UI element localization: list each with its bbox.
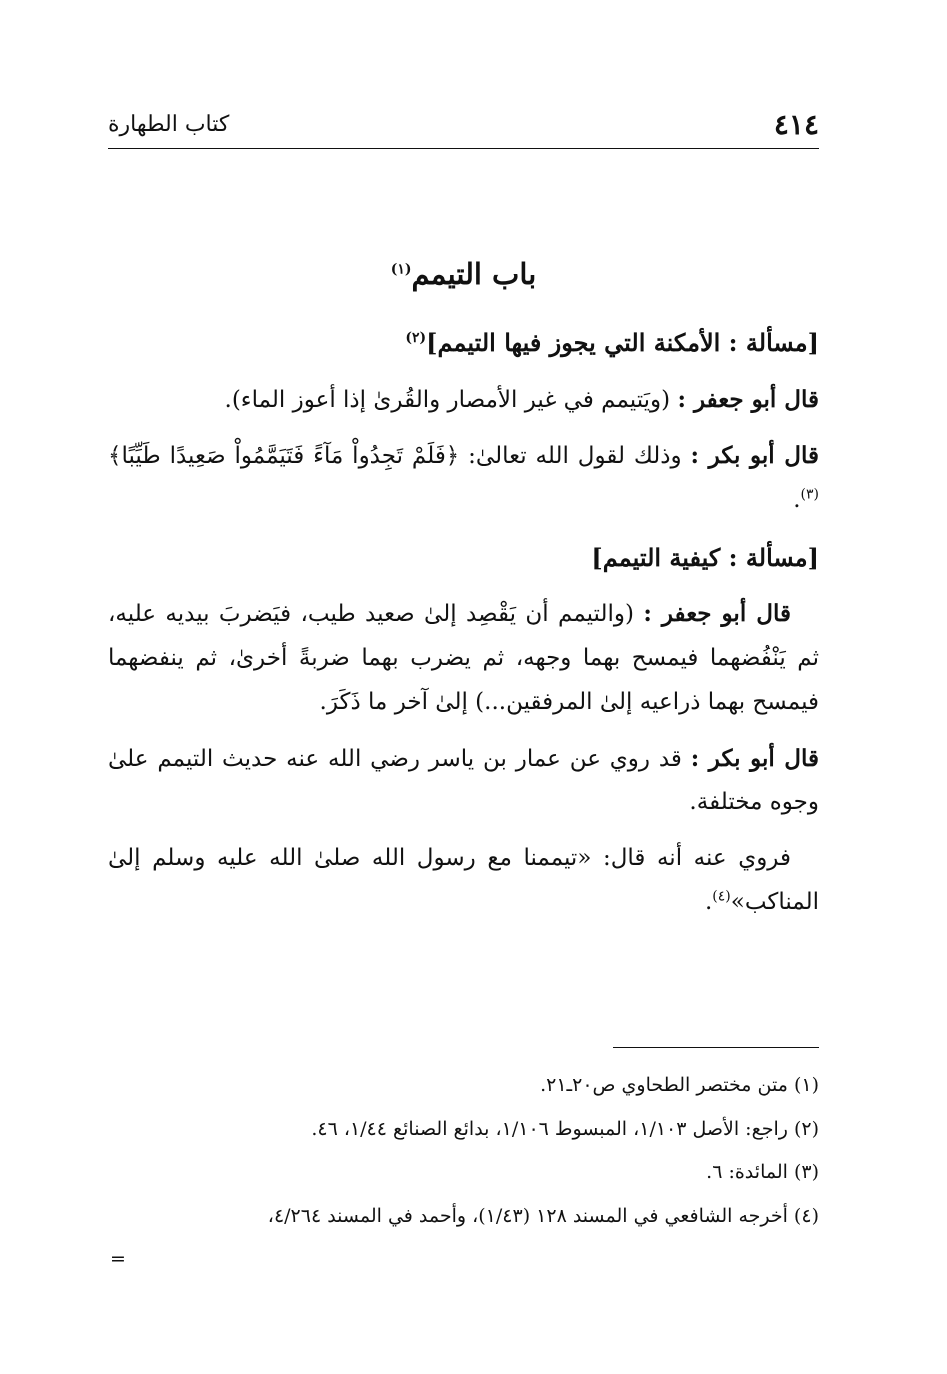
page-header [108,108,819,149]
paragraph-text: وذلك لقول الله تعالىٰ: ﴿فَلَمْ تَجِدُواْ مَآءً فَتَيَمَّمُواْ صَعِيدًا طَيِّبًا﴾ [108,443,691,470]
chapter-title-text: باب التيمم [411,257,537,291]
page-number: ٤١٤ [773,108,819,141]
speaker-label: قال أبو بكر : [690,744,819,772]
section-heading-text: [مسألة : كيفية التيمم] [591,542,819,572]
speaker-label: قال أبو جعفر : [643,600,791,628]
chapter-title [108,248,819,300]
footnote: (٣) المائدة: ٦. [706,1161,819,1184]
speaker-label: قال أبو جعفر : [677,385,819,413]
paragraph-text: فروي عنه أنه قال: «تيممنا مع رسول الله صلىٰ الله عليه وسلم إلىٰ المناكب» [108,844,819,915]
footnote-ref: (٤) [712,887,731,904]
paragraph [108,378,819,423]
paragraph [108,434,819,522]
section-heading [108,320,819,366]
footnote: (٤) أخرجه الشافعي في المسند ١٢٨ (١/٤٣)، وأحمد في المسند ٤/٢٦٤، [267,1205,819,1228]
paragraph-text: (ويَتيمم في غير الأمصار والقُرىٰ إذا أعوز الماء). [224,386,678,413]
footnote-ref: (٢) [405,330,427,347]
footnote-ref: (٣) [800,486,819,503]
paragraph-tail: . [704,888,713,915]
paragraph [108,737,819,825]
footnote: (٢) راجع: الأصل ١/١٠٣، المبسوط ١/١٠٦، بدائع الصنائع ١/٤٤، ٤٦. [311,1117,819,1140]
footnotes [108,1064,819,1239]
speaker-label: قال أبو بكر : [690,442,820,470]
paragraph [108,592,819,724]
section-heading-text: [مسألة : الأمكنة التي يجوز فيها التيمم] [426,328,819,358]
footnote: (١) متن مختصر الطحاوي ص٢٠ـ٢١. [540,1074,819,1096]
footnote-separator [613,1047,819,1048]
paragraph-tail: . [793,487,801,514]
continuation-mark: = [110,1248,126,1270]
paragraph [108,837,819,924]
main-text [108,248,819,936]
paragraph-text: (والتيمم أن يَقْصِد إلىٰ صعيد طيب، فيَضربَ بيديه عليه، ثم يَنْفُضهما فيمسح بهما وجهه، ثم يضرب بهما ضربةً أخرىٰ، ثم ينفضهما فيمسح بهما ذراعيه إلىٰ المرفقين...) إلىٰ آخر ما ذَكَرَ. [108,601,819,715]
paragraph-text: قد روي عن عمار بن ياسر رضي الله عنه حديث التيمم علىٰ وجوه مختلفة. [108,745,819,816]
running-title: كتاب الطهارة [108,112,230,137]
footnote-ref: (١) [390,261,412,278]
section-heading [108,535,819,581]
